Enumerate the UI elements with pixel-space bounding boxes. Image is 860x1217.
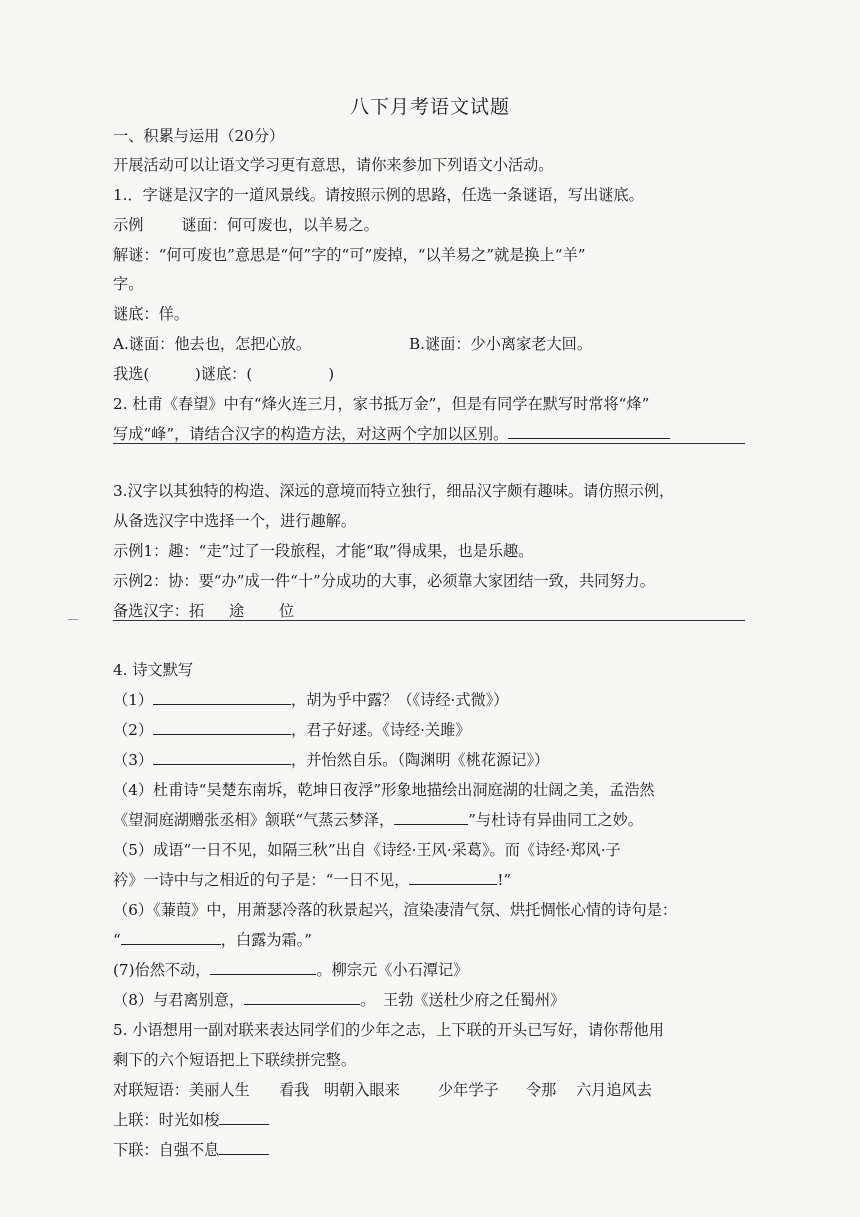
- q1-example-riddle: 谜面：何可废也，以羊易之。: [181, 216, 379, 234]
- q1-answer: 谜底：佯。: [113, 305, 189, 323]
- q1-explain-line1: 解谜：“何可废也”意思是“何”字的“可”废掉，“以羊易之”就是换上“羊”: [113, 246, 586, 264]
- q4-item5-line1: （5）成语“一日不见，如隔三秋”出自《诗经·王风·采葛》。而《诗经·郑风·子: [113, 841, 621, 859]
- section-intro: 开展活动可以让语文学习更有意思，请你来参加下列语文小活动。: [113, 156, 554, 174]
- q4-item4-line2: [113, 809, 753, 830]
- q4-item7-text-b: 。柳宗元《小石潭记》: [316, 961, 469, 979]
- q5-phrases-label: 对联短语：: [113, 1081, 189, 1099]
- q4-item6-line1: （6）《蒹葭》中，用萧瑟冷落的秋景起兴，渲染凄清气氛、烘托惆怅心情的诗句是：: [113, 901, 678, 919]
- q3-options: [113, 600, 753, 621]
- q4-item4-text-a: 《望洞庭湖赠张丞相》颔联“气蒸云梦泽，: [113, 811, 395, 829]
- q4-item8-blank[interactable]: [244, 990, 360, 1005]
- margin-mark: [68, 619, 78, 620]
- q1-stem: 1.．字谜是汉字的一道风景线。请按照示例的思路，任选一条谜语，写出谜底。: [113, 186, 644, 204]
- q4-item8: [113, 989, 753, 1010]
- q4-item1: [113, 689, 753, 710]
- q2-line2: [113, 423, 753, 444]
- q4-item6-line2: [113, 929, 753, 950]
- q1-option-b: B.谜面：少小离家老大回。: [409, 335, 593, 353]
- q3-option: 位: [278, 602, 295, 620]
- q1-choose-line[interactable]: 我选( )谜底：( ): [113, 365, 335, 383]
- q3-options-label: 备选汉字：: [113, 602, 189, 620]
- q2-answer-blank[interactable]: [508, 424, 670, 439]
- q2-answer-line[interactable]: [113, 443, 745, 444]
- q4-item6-text-a: “: [113, 931, 121, 949]
- q5-lower-text: 下联：自强不息: [113, 1141, 220, 1159]
- q4-item1-text: ，胡为乎中露？（《诗经·式微》）: [291, 691, 509, 709]
- q4-item2-text: ，君子好逑。《诗经·关雎》: [291, 721, 471, 739]
- q4-item5-text-b: !”: [497, 871, 512, 889]
- q1-example: [113, 214, 753, 235]
- q4-item8-text-a: （8）与君离别意，: [113, 991, 245, 1009]
- q5-phrases: [113, 1079, 753, 1100]
- q4-item5-line2: [113, 869, 753, 890]
- q4-item3-text: ，并怡然自乐。（陶渊明《桃花源记》）: [291, 751, 550, 769]
- q4-item6-blank[interactable]: [121, 930, 221, 945]
- q5-line2: 剩下的六个短语把上下联续拼完整。: [113, 1051, 356, 1069]
- q5-phrase: 令那: [525, 1081, 557, 1099]
- q5-lower-blank[interactable]: [219, 1140, 269, 1155]
- q3-example2: 示例2：协：要“办”成一件“十”分成功的大事，必须靠大家团结一致，共同努力。: [113, 572, 655, 590]
- q4-item6-text-b: ，白露为霜。”: [220, 931, 313, 949]
- q2-line1: 2. 杜甫《春望》中有“烽火连三月，家书抵万金”，但是有同学在默写时常将“烽”: [113, 395, 650, 413]
- q4-item4-blank[interactable]: [394, 810, 468, 825]
- q5-phrase: 看我: [278, 1081, 310, 1099]
- q3-option: 拓: [188, 602, 205, 620]
- q4-item4-line1: （4）杜甫诗“吴楚东南坼，乾坤日夜浮”形象地描绘出洞庭湖的壮阔之美，孟浩然: [113, 781, 655, 799]
- exam-content: [113, 125, 753, 1160]
- q4-heading: 4. 诗文默写: [113, 661, 194, 679]
- q4-item3-blank[interactable]: [153, 750, 291, 765]
- q5-phrase: 明朝入眼来: [323, 1081, 400, 1099]
- q2-line2-text: 写成“峰”，请结合汉字的构造方法，对这两个字加以区别。: [113, 425, 509, 443]
- q3-line1: 3.汉字以其独特的构造、深远的意境而特立独行，细品汉字颇有趣味。请仿照示例，: [113, 482, 675, 500]
- q5-phrase: 少年学子: [437, 1081, 499, 1099]
- q4-item5-blank[interactable]: [409, 870, 497, 885]
- q4-item7: [113, 959, 753, 980]
- q3-example1: 示例1：趣：“走”过了一段旅程，才能“取”得成果，也是乐趣。: [113, 542, 534, 560]
- q5-lower-couplet: [113, 1139, 753, 1160]
- q5-phrase: 六月追风去: [575, 1081, 652, 1099]
- q4-item1-blank[interactable]: [153, 690, 291, 705]
- q5-line1: 5. 小语想用一副对联来表达同学们的少年之志，上下联的开头已写好，请你帮他用: [113, 1021, 664, 1039]
- q4-item-number: （3）: [113, 751, 154, 769]
- q5-upper-couplet: [113, 1109, 753, 1130]
- q4-item3: [113, 749, 753, 770]
- q4-item8-text-b: 。 王勃《送杜少府之任蜀州》: [360, 991, 566, 1009]
- q1-example-label: 示例: [113, 216, 144, 234]
- q5-upper-text: 上联：时光如梭: [113, 1111, 220, 1129]
- q4-item2: [113, 719, 753, 740]
- q3-answer-line[interactable]: [113, 620, 745, 621]
- section-heading: 一、积累与运用（20分）: [113, 127, 285, 145]
- q1-options: [113, 333, 753, 354]
- q4-item-number: （2）: [113, 721, 154, 739]
- q3-option: 途: [228, 602, 245, 620]
- q4-item-number: （1）: [113, 691, 154, 709]
- q1-option-a: A.谜面：他去也，怎把心放。: [113, 335, 312, 353]
- q4-item2-blank[interactable]: [153, 720, 291, 735]
- q4-item7-blank[interactable]: [210, 960, 316, 975]
- q5-upper-blank[interactable]: [219, 1110, 269, 1125]
- q5-phrase: 美丽人生: [188, 1081, 250, 1099]
- q1-explain-line2: 字。: [113, 275, 144, 293]
- q4-item4-text-b: ”与杜诗有异曲同工之妙。: [468, 811, 643, 829]
- q3-line2: 从备选汉字中选择一个，进行趣解。: [113, 512, 356, 530]
- page-title: 八下月考语文试题: [349, 96, 510, 118]
- q4-item7-text-a: (7)佁然不动，: [113, 961, 211, 979]
- q4-item5-text-a: 衿》一诗中与之相近的句子是：“一日不见，: [113, 871, 410, 889]
